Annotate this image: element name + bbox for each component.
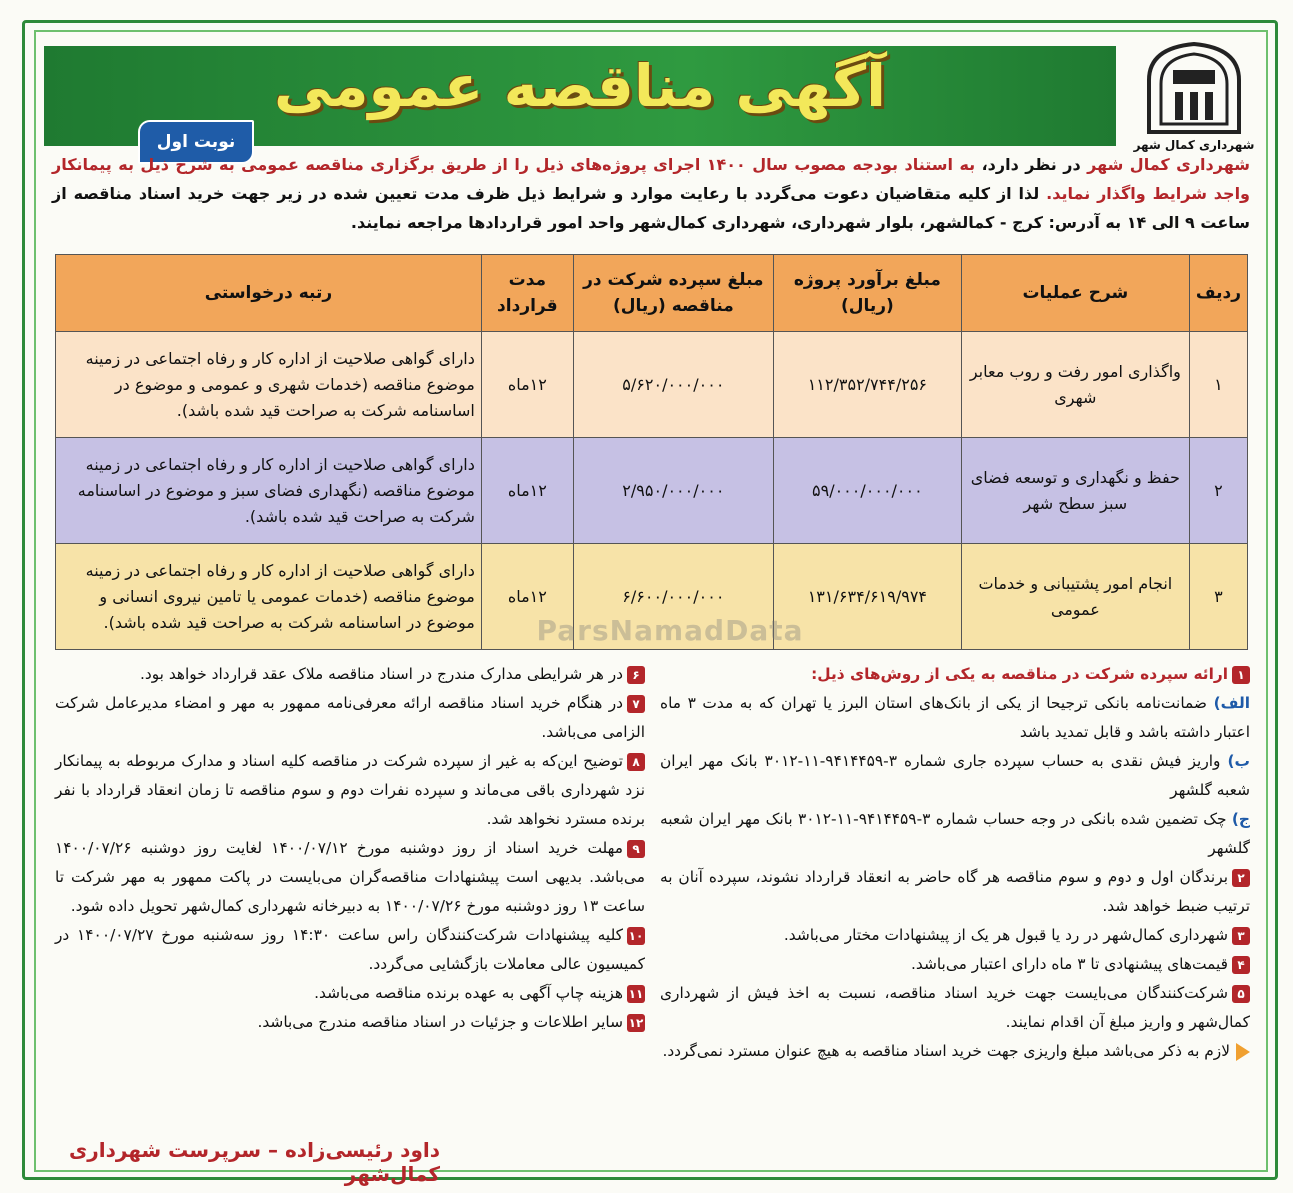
note: [660, 1037, 1250, 1066]
logo-emblem-icon: [1139, 40, 1249, 136]
bullet-10: ۱۰: [628, 928, 644, 943]
condition-4: [660, 950, 1250, 979]
municipality-logo: [1126, 40, 1262, 160]
conditions-right-column: [660, 660, 1250, 1066]
cell-estimate: ۵۹/۰۰۰/۰۰۰/۰۰۰: [773, 438, 961, 544]
condition-1b-text: واریز فیش نقدی به حساب سپرده جاری شماره ۳-۹۴۱۴۴۵۹-۱۱-۳۰۱۲ بانک مهر ایران شعبه گلشهر: [660, 752, 1250, 799]
condition-10: [55, 921, 645, 979]
header-deposit: مبلغ سپرده شرکت در مناقصه (ریال): [573, 255, 773, 332]
header-rank: رتبه درخواستی: [56, 255, 482, 332]
intro-text-1: در نظر دارد،: [975, 155, 1088, 174]
bullet-9: ۹: [627, 840, 645, 858]
intro-paragraph: [52, 150, 1250, 237]
bullet-4: ۴: [1232, 956, 1250, 974]
table-header-row: [56, 255, 1248, 332]
bullet-3: ۳: [1232, 927, 1250, 945]
condition-6-text: در هر شرایطی مدارک مندرج در اسناد مناقصه ملاک عقد قرارداد خواهد بود.: [139, 665, 623, 683]
cell-description: واگذاری امور رفت و روب معابر شهری: [961, 332, 1189, 438]
condition-10-text: کلیه پیشنهادات شرکت‌کنندگان راس ساعت ۱۴:۳۰ روز سه‌شنبه مورخ ۱۴۰۰/۰۷/۲۷ در کمیسیون عالی معاملات بازگشایی می‌گردد.: [55, 926, 645, 973]
bullet-11: ۱۱: [628, 986, 644, 1001]
table-row: [56, 332, 1248, 438]
condition-8: [55, 747, 645, 834]
cell-duration: ۱۲ماه: [481, 332, 573, 438]
logo-caption: شهرداری کمال شهر: [1133, 138, 1255, 152]
condition-1-title: [660, 660, 1250, 689]
page-title: آگهی مناقصه عمومی: [273, 52, 887, 120]
cell-rank: دارای گواهی صلاحیت از اداره کار و رفاه اجتماعی در زمینه موضوع مناقصه (خدمات عمومی یا تامین نیروی انسانی و موضوع در اساسنامه شرکت به صراحت قید شده باشد).: [56, 544, 482, 650]
cell-rank: دارای گواهی صلاحیت از اداره کار و رفاه اجتماعی در زمینه موضوع مناقصه (خدمات شهری و عمومی و موضوع در اساسنامه شرکت به صراحت قید شده باشد).: [56, 332, 482, 438]
condition-1c-text: چک تضمین شده بانکی در وجه حساب شماره ۳-۹۴۱۴۴۵۹-۱۱-۳۰۱۲ بانک مهر ایران شعبه گلشهر: [660, 810, 1250, 857]
bullet-6: ۶: [627, 666, 645, 684]
bullet-1: ۱: [1232, 666, 1250, 684]
bullet-2: ۲: [1232, 869, 1250, 887]
condition-6: [55, 660, 645, 689]
cell-row-no: ۲: [1189, 438, 1247, 544]
condition-2: [660, 863, 1250, 921]
watermark: ParsNamadData: [536, 614, 804, 647]
condition-4-text: قیمت‌های پیشنهادی تا ۳ ماه دارای اعتبار می‌باشد.: [910, 955, 1228, 973]
condition-1a-text: ضمانت‌نامه بانکی ترجیحا از یکی از بانک‌های استان البرز یا تهران که به مدت ۳ ماه اعتبار داشته باشد و قابل تمدید باشد: [660, 694, 1250, 741]
intro-municipality: شهرداری کمال شهر: [1087, 155, 1250, 174]
bullet-12: ۱۲: [628, 1015, 644, 1030]
condition-1a-label: الف): [1213, 694, 1250, 712]
cell-rank: دارای گواهی صلاحیت از اداره کار و رفاه اجتماعی در زمینه موضوع مناقصه (نگهداری فضای سبز و موضوع در اساسنامه شرکت به صراحت قید شده باشد).: [56, 438, 482, 544]
condition-8-text: توضیح این‌که به غیر از سپرده شرکت در مناقصه کلیه اسناد و مدارک مربوطه به پیمانکار نزد شهرداری باقی می‌ماند و سپرده نفرات دوم و سوم مناقصه تا زمان انعقاد قرارداد با نفر برنده مسترد نخواهد شد.: [55, 752, 645, 828]
condition-3-text: شهرداری کمال‌شهر در رد یا قبول هر یک از پیشنهادات مختار می‌باشد.: [783, 926, 1228, 944]
signature: داود رئیسی‌زاده – سرپرست شهرداری کمال‌شهر: [68, 1138, 440, 1186]
bullet-5: ۵: [1232, 985, 1250, 1003]
title-banner: [44, 46, 1116, 152]
cell-deposit: ۵/۶۲۰/۰۰۰/۰۰۰: [573, 332, 773, 438]
intro-text-2: لذا از کلیه متقاضیان دعوت می‌گردد با رعایت موارد و شرایط ذیل ظرف مدت تعیین شده در زیر جهت خرید اسناد مناقصه از ساعت ۹ الی ۱۴ به آدرس: کرج - کمالشهر، بلوار شهرداری، شهرداری کمال‌شهر واحد امور قراردادها مراجعه نمایند.: [52, 184, 1250, 232]
condition-9-text: مهلت خرید اسناد از روز دوشنبه مورخ ۱۴۰۰/۰۷/۱۲ لغایت روز دوشنبه ۱۴۰۰/۰۷/۲۶ می‌باشد. بدیهی است پیشنهادات مناقصه‌گران می‌بایست در پاکت ممهور به مهر شرکت تا ساعت ۱۳ روز دوشنبه مورخ ۱۴۰۰/۰۷/۲۶ به دبیرخانه شهرداری کمال‌شهر تحویل داده شود.: [55, 839, 645, 915]
condition-12: [55, 1008, 645, 1037]
cell-row-no: ۳: [1189, 544, 1247, 650]
condition-1-text: ارائه سپرده شرکت در مناقصه به یکی از روش‌های ذیل:: [811, 665, 1228, 683]
intro-budget-text: به استناد بودجه مصوب سال ۱۴۰۰ اجرای پروژه‌های ذیل را از طریق برگزاری مناقصه عمومی به شرح ذیل به پیمانکار واجد شرایط واگذار نماید.: [52, 155, 1251, 203]
projects-table: [55, 254, 1248, 650]
condition-1b-label: ب): [1227, 752, 1250, 770]
table-row: [56, 438, 1248, 544]
bullet-8: ۸: [627, 753, 645, 771]
condition-12-text: سایر اطلاعات و جزئیات در اسناد مناقصه مندرج می‌باشد.: [257, 1013, 623, 1031]
condition-7: [55, 689, 645, 747]
condition-11: [55, 979, 645, 1008]
cell-duration: ۱۲ماه: [481, 544, 573, 650]
conditions-left-column: [55, 660, 645, 1037]
header-row-no: ردیف: [1189, 255, 1247, 332]
condition-2-text: برندگان اول و دوم و سوم مناقصه هر گاه حاضر به انعقاد قرارداد نشوند، سپرده آنان به ترتیب ضبط خواهد شد.: [660, 868, 1250, 915]
cell-description: حفظ و نگهداری و توسعه فضای سبز سطح شهر: [961, 438, 1189, 544]
condition-1a: [660, 689, 1250, 747]
header-duration: مدت قرارداد: [481, 255, 573, 332]
condition-1b: [660, 747, 1250, 805]
condition-9: [55, 834, 645, 921]
condition-7-text: در هنگام خرید اسناد مناقصه ارائه معرفی‌نامه ممهور به مهر و امضاء مدیرعامل شرکت الزامی می‌باشد.: [55, 694, 645, 741]
turn-badge: نوبت اول: [138, 120, 254, 164]
bullet-7: ۷: [627, 695, 645, 713]
cell-description: انجام امور پشتیبانی و خدمات عمومی: [961, 544, 1189, 650]
cell-deposit: ۲/۹۵۰/۰۰۰/۰۰۰: [573, 438, 773, 544]
arrow-icon: [1236, 1043, 1250, 1061]
condition-1c-label: ج): [1231, 810, 1250, 828]
condition-3: [660, 921, 1250, 950]
cell-estimate: ۱۳۱/۶۳۴/۶۱۹/۹۷۴: [773, 544, 961, 650]
condition-5: [660, 979, 1250, 1037]
condition-1c: [660, 805, 1250, 863]
header-estimate: مبلغ برآورد پروژه (ریال): [773, 255, 961, 332]
cell-duration: ۱۲ماه: [481, 438, 573, 544]
cell-estimate: ۱۱۲/۳۵۲/۷۴۴/۲۵۶: [773, 332, 961, 438]
note-text: لازم به ذکر می‌باشد مبلغ واریزی جهت خرید اسناد مناقصه به هیچ عنوان مسترد نمی‌گردد.: [662, 1042, 1230, 1060]
cell-row-no: ۱: [1189, 332, 1247, 438]
cell-deposit: ۶/۶۰۰/۰۰۰/۰۰۰: [573, 544, 773, 650]
condition-5-text: شرکت‌کنندگان می‌بایست جهت خرید اسناد مناقصه، نسبت به اخذ فیش از شهرداری کمال‌شهر و واریز مبلغ آن اقدام نمایند.: [660, 984, 1250, 1031]
header-description: شرح عملیات: [961, 255, 1189, 332]
condition-11-text: هزینه چاپ آگهی به عهده برنده مناقصه می‌باشد.: [314, 984, 623, 1002]
